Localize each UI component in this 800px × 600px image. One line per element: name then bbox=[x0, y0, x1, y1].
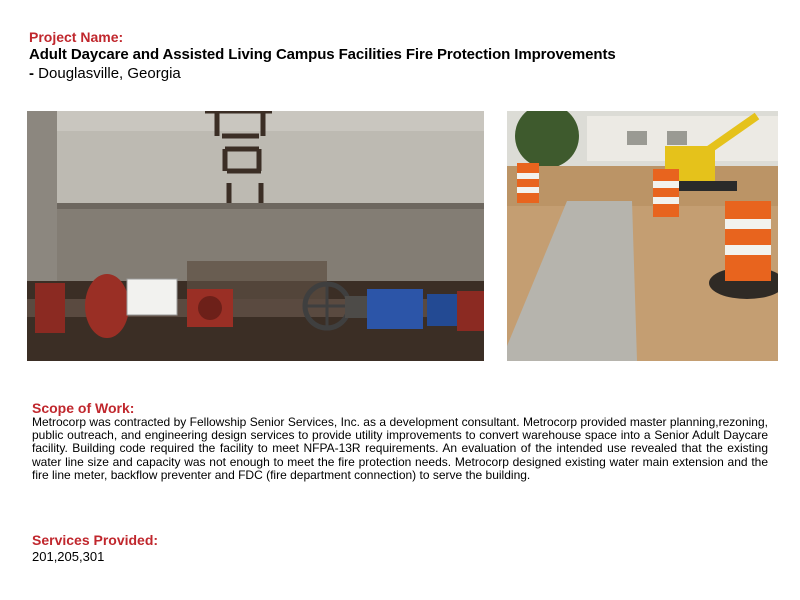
location-dash: - bbox=[29, 65, 39, 82]
location-text: Douglasville, Georgia bbox=[38, 65, 181, 82]
construction-site-photo bbox=[507, 111, 778, 361]
services-provided-label: Services Provided: bbox=[32, 532, 159, 548]
blue-coupling bbox=[427, 294, 457, 326]
construction-site-illustration bbox=[507, 111, 778, 361]
scope-of-work-label: Scope of Work: bbox=[32, 400, 135, 416]
services-provided-codes: 201,205,301 bbox=[32, 549, 105, 564]
red-valve-body bbox=[85, 274, 129, 338]
project-title: Adult Daycare and Assisted Living Campus Facilities Fire Protection Improvements bbox=[29, 46, 616, 63]
valve-vault-photo bbox=[27, 111, 484, 361]
valve-vault-illustration bbox=[27, 111, 484, 361]
red-valve-right bbox=[457, 291, 484, 331]
wall-joint bbox=[57, 203, 484, 209]
valve-tag bbox=[127, 279, 177, 315]
traffic-cone-middle bbox=[653, 169, 679, 217]
blue-valve bbox=[367, 289, 423, 329]
scope-of-work-text: Metrocorp was contracted by Fellowship Senior Services, Inc. as a development consultant. Metrocorp provided master planning,rezoning, public outreach, and engineering design services to provide utility improvements to convert warehouse space into a Senior Adult Daycare facility. Building code required the facility to meet NFPA-13R requirements. An evaluation of the intended use revealed that the existing water line size and capacity was not enough to meet the fire protection needs. Metrocorp designed existing water main extension and the fire line meter, backflow preventer and FDC (fire department connection) to serve the building. bbox=[32, 415, 768, 482]
traffic-cone-left bbox=[517, 163, 539, 203]
project-name-label: Project Name: bbox=[29, 29, 124, 45]
ceiling-highlight bbox=[27, 111, 484, 131]
left-wall bbox=[27, 111, 57, 301]
red-valve-left bbox=[35, 283, 65, 333]
project-location bbox=[29, 65, 181, 82]
red-backflow-cap bbox=[198, 296, 222, 320]
